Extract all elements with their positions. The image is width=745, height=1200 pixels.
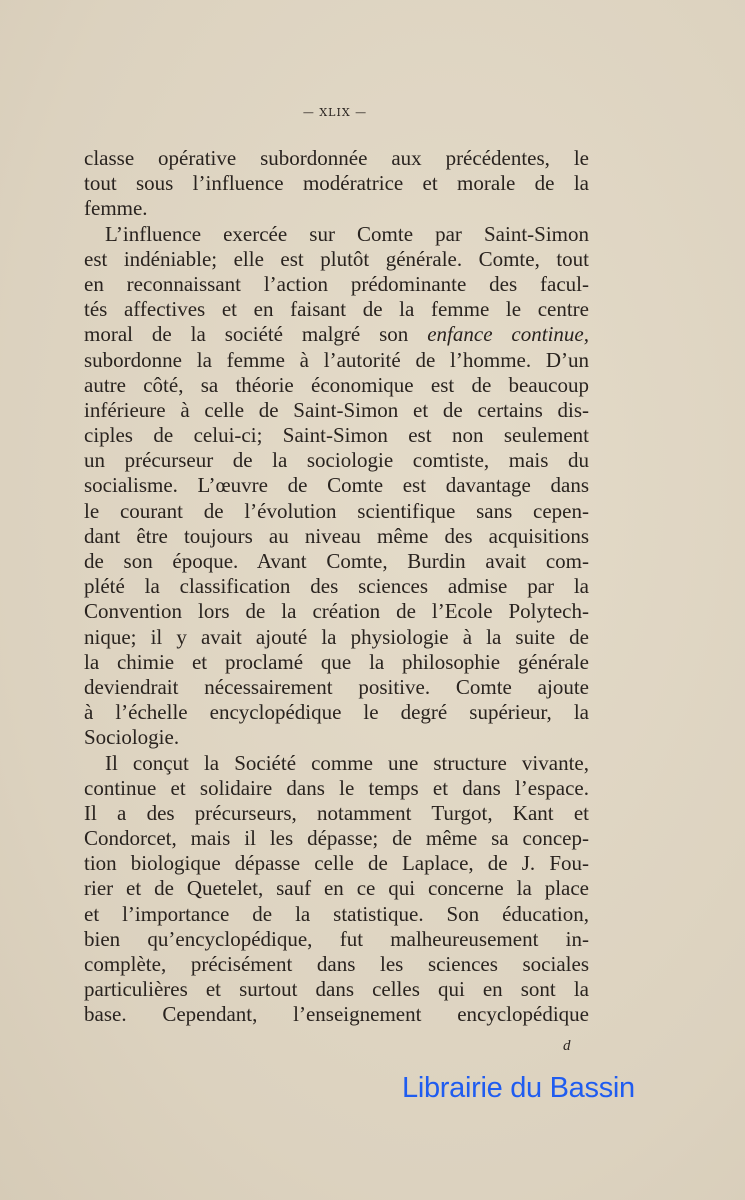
text-line [84, 826, 589, 851]
text-line-content: Condorcet, mais il les dépasse; de même sa concep- [84, 826, 589, 851]
text-line-content: subordonne la femme à l’autorité de l’homme. D’un [84, 347, 589, 372]
text-line [84, 927, 589, 952]
text-line [84, 725, 589, 750]
text-line [84, 977, 589, 1002]
signature-mark: d [563, 1038, 571, 1054]
text-line-content: plété la classification des sciences admise par la [84, 574, 589, 599]
text-line-content: continue et solidaire dans le temps et dans l’espace. [84, 775, 589, 800]
italic-phrase: enfance continue, [427, 322, 589, 347]
text-line-content: tés affectives et en faisant de la femme le centre [84, 297, 589, 322]
page-number: — XLIX — [302, 106, 368, 119]
text-line [84, 524, 589, 549]
text-line [84, 423, 589, 448]
text-line [84, 801, 589, 826]
text-line [84, 650, 589, 675]
text-line [84, 373, 589, 398]
text-line-content: dant être toujours au niveau même des acquisitions [84, 523, 589, 548]
text-line [84, 448, 589, 473]
text-line-content: base. Cependant, l’enseignement encyclopédique [84, 1002, 589, 1027]
text-line-content: de son époque. Avant Comte, Burdin avait com- [84, 549, 589, 573]
text-line-content: L’influence exercée sur Comte par Saint-Simon [105, 221, 589, 246]
text-line-content: Sociologie. [84, 725, 180, 750]
watermark: Librairie du Bassin [402, 1072, 635, 1104]
text-line [84, 272, 589, 297]
text-line [84, 574, 589, 599]
text-line-content: un précurseur de la sociologie comtiste, mais du [84, 448, 589, 473]
text-line-content: rier et de Quetelet, sauf en ce qui concerne la place [84, 876, 589, 901]
body-text [84, 146, 589, 1028]
text-line-content: à l’échelle encyclopédique le degré supérieur, la [84, 700, 589, 725]
text-line-content: inférieure à celle de Saint-Simon et de certains dis- [84, 397, 589, 422]
text-line-content: tout sous l’influence modératrice et morale de la [84, 171, 589, 196]
text-line-content: le courant de l’évolution scientifique sans cepen- [84, 498, 589, 523]
text-line [84, 776, 589, 801]
text-line-content: en reconnaissant l’action prédominante des facul- [84, 271, 589, 296]
text-line [84, 297, 589, 322]
text-line [84, 146, 589, 171]
text-line [84, 876, 589, 901]
text-line-content: particulières et surtout dans celles qui en sont la [84, 977, 589, 1002]
text-line [84, 751, 589, 776]
text-line-content: Il conçut la Société comme une structure vivante, [105, 750, 589, 775]
text-line [84, 599, 589, 624]
text-line-content: moral de la société malgré son [84, 322, 428, 347]
text-line [84, 247, 589, 272]
text-line [84, 851, 589, 876]
text-line-content: est indéniable; elle est plutôt générale. Comte, tout [84, 246, 589, 271]
text-line-content: Il a des précurseurs, notamment Turgot, Kant et [84, 800, 589, 825]
text-line [84, 1002, 589, 1027]
text-line [84, 952, 589, 977]
text-line [84, 171, 589, 196]
text-line-content: et l’importance de la statistique. Son éducation, [84, 901, 589, 926]
text-line-content: complète, précisément dans les sciences sociales [84, 952, 589, 976]
text-line [84, 700, 589, 725]
text-line [84, 549, 589, 574]
text-line [84, 348, 589, 373]
text-line-content: deviendrait nécessairement positive. Comte ajoute [84, 674, 589, 699]
text-line-content: nique; il y avait ajouté la physiologie à la suite de [84, 624, 589, 649]
text-line-content: tion biologique dépasse celle de Laplace, de J. Fou- [84, 851, 589, 876]
text-line-content: femme. [84, 196, 148, 221]
text-line [84, 902, 589, 927]
text-line-content: socialisme. L’œuvre de Comte est davantage dans [84, 473, 589, 498]
text-line-content: ciples de celui-ci; Saint-Simon est non seulement [84, 423, 589, 448]
text-line-content: la chimie et proclamé que la philosophie générale [84, 649, 589, 674]
text-line [84, 398, 589, 423]
text-line [84, 322, 589, 347]
text-line-content: Convention lors de la création de l’Ecole Polytech- [84, 599, 589, 624]
text-line [84, 675, 589, 700]
text-line [84, 222, 589, 247]
text-line-content: bien qu’encyclopédique, fut malheureusement in- [84, 926, 589, 951]
text-line-content: classe opérative subordonnée aux précédentes, le [84, 146, 589, 170]
text-line [84, 473, 589, 498]
text-line-content: autre côté, sa théorie économique est de beaucoup [84, 372, 589, 397]
text-line [84, 625, 589, 650]
text-line [84, 196, 589, 221]
text-line [84, 499, 589, 524]
